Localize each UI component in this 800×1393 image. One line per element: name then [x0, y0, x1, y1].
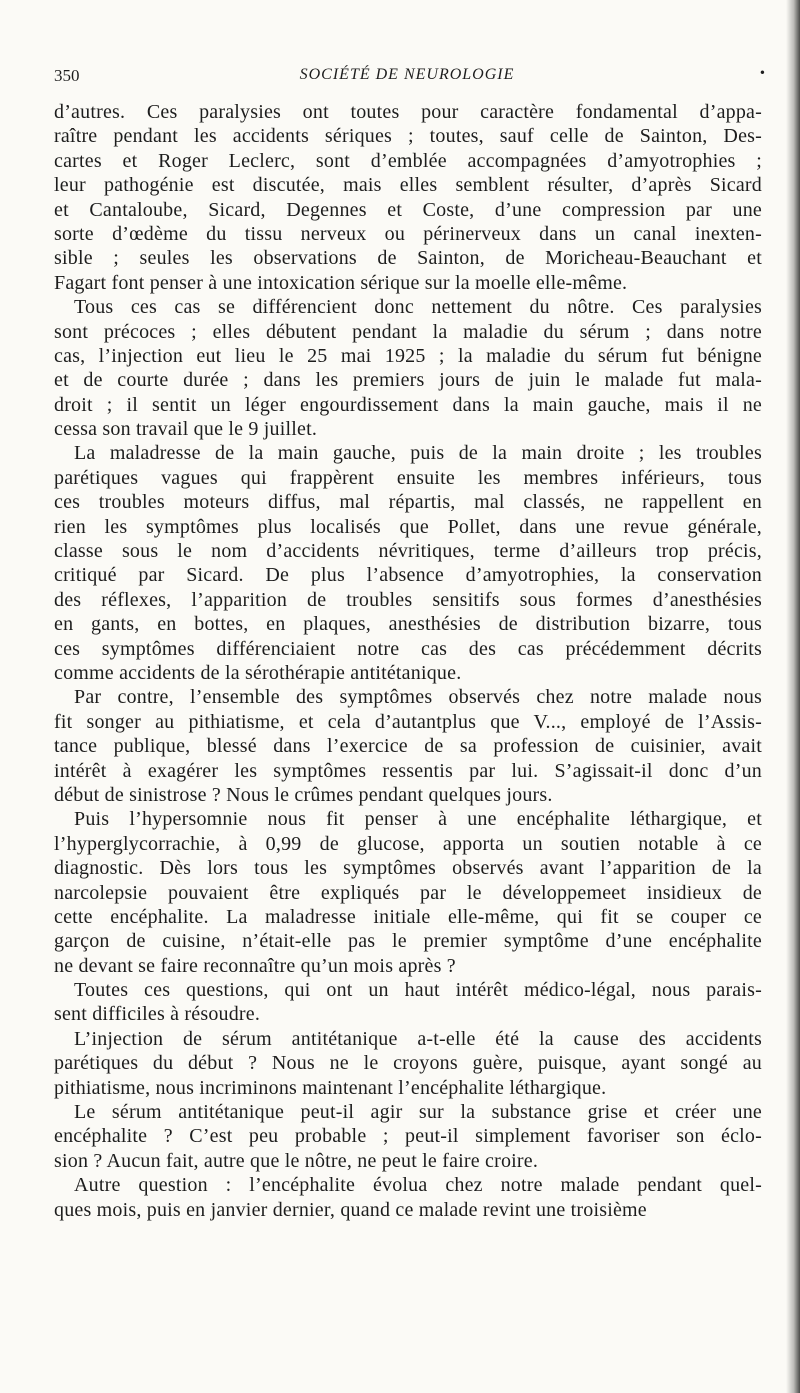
text-line: leur pathogénie est discutée, mais elles semblent résulter, d’après Sicard: [54, 174, 762, 197]
page-header: [54, 66, 766, 92]
text-line: d’autres. Ces paralysies ont toutes pour caractère fondamental d’appa-: [54, 101, 762, 123]
text-line: cessa son travail que le 9 juillet.: [54, 418, 318, 441]
text-line: en gants, en bottes, en plaques, anesthésies de distribution bizarre, tous: [54, 613, 762, 636]
text-line: et de courte durée ; dans les premiers jours de juin le malade fut mala-: [54, 369, 762, 392]
paragraph: [54, 1173, 762, 1222]
text-line: critiqué par Sicard. De plus l’absence d’amyotrophies, la conservation: [54, 564, 762, 587]
paragraph: [54, 807, 762, 978]
text-line: sont précoces ; elles débutent pendant la maladie du sérum ; dans notre: [54, 320, 762, 343]
text-line: cas, l’injection eut lieu le 25 mai 1925 ; la maladie du sérum fut bénigne: [54, 344, 762, 367]
text-line: rien les symptômes plus localisés que Pollet, dans une revue générale,: [54, 515, 762, 538]
text-line: Fagart font penser à une intoxication sérique sur la moelle elle-même.: [54, 271, 628, 294]
text-line: tance publique, blessé dans l’exercice de sa profession de cuisinier, avait: [54, 735, 762, 758]
text-line: début de sinistrose ? Nous le crûmes pendant quelques jours.: [54, 783, 553, 806]
paragraph: [54, 978, 762, 1027]
text-line: cette encéphalite. La maladresse initiale elle-même, qui fit se couper ce: [54, 905, 762, 928]
text-line: fit songer au pithiatisme, et cela d’autantplus que V..., employé de l’Assis-: [54, 710, 762, 733]
header-mark: •: [758, 66, 766, 80]
text-line: L’injection de sérum antitétanique a-t-elle été la cause des accidents: [74, 1027, 762, 1050]
paragraph: [54, 685, 762, 807]
text-line: Puis l’hypersomnie nous fit penser à une encéphalite léthargique, et: [74, 808, 762, 831]
text-line: ne devant se faire reconnaître qu’un mois après ?: [54, 954, 456, 977]
text-line: narcolepsie pouvaient être expliqués par le développemeet insidieux de: [54, 881, 762, 904]
page-number: 350: [54, 66, 80, 85]
text-line: raître pendant les accidents sériques ; toutes, sauf celle de Sainton, Des-: [54, 125, 762, 148]
text-line: cartes et Roger Leclerc, sont d’emblée accompagnées d’amyotrophies ;: [54, 149, 762, 172]
text-line: garçon de cuisine, n’était-elle pas le premier symptôme d’une encéphalite: [54, 930, 762, 953]
paragraph: [54, 441, 762, 685]
text-line: l’hyperglycorrachie, à 0,99 de glucose, apporta un soutien notable à ce: [54, 832, 762, 855]
paragraph: [54, 1100, 762, 1173]
paragraph: [54, 295, 762, 441]
text-line: sible ; seules les observations de Sainton, de Moricheau-Beauchant et: [54, 247, 762, 270]
text-line: comme accidents de la sérothérapie antitétanique.: [54, 661, 462, 684]
text-line: des réflexes, l’apparition de troubles sensitifs sous formes d’anesthésies: [54, 588, 762, 611]
text-line: Toutes ces questions, qui ont un haut intérêt médico-légal, nous parais-: [74, 979, 762, 1002]
text-line: La maladresse de la main gauche, puis de la main droite ; les troubles: [74, 442, 762, 465]
text-line: diagnostic. Dès lors tous les symptômes observés avant l’apparition de la: [54, 857, 762, 880]
text-line: Tous ces cas se différencient donc nettement du nôtre. Ces paralysies: [74, 296, 762, 319]
text-line: Par contre, l’ensemble des symptômes observés chez notre malade nous: [74, 686, 762, 709]
page-edge-shadow: [786, 0, 800, 1393]
text-line: Le sérum antitétanique peut-il agir sur la substance grise et créer une: [74, 1101, 762, 1124]
body-text: [54, 100, 762, 1222]
running-title: SOCIÉTÉ DE NEUROLOGIE: [299, 66, 515, 83]
text-line: Autre question : l’encéphalite évolua chez notre malade pendant quel-: [74, 1174, 762, 1197]
text-line: sion ? Aucun fait, autre que le nôtre, ne peut le faire croire.: [54, 1149, 539, 1172]
paragraph: [54, 100, 762, 295]
text-line: pithiatisme, nous incriminons maintenant l’encéphalite léthargique.: [54, 1076, 607, 1099]
text-line: parétiques du début ? Nous ne le croyons guère, puisque, ayant songé au: [54, 1052, 762, 1075]
text-line: sent difficiles à résoudre.: [54, 1003, 261, 1026]
text-line: classe sous le nom d’accidents névritiques, terme d’ailleurs trop précis,: [54, 540, 762, 563]
text-line: droit ; il sentit un léger engourdissement dans la main gauche, mais il ne: [54, 393, 762, 416]
text-line: intérêt à exagérer les symptômes ressentis par lui. S’agissait-il donc d’un: [54, 759, 762, 782]
text-line: ces troubles moteurs diffus, mal répartis, mal classés, ne rappellent en: [54, 491, 762, 514]
text-line: encéphalite ? C’est peu probable ; peut-il simplement favoriser son éclo-: [54, 1125, 762, 1148]
text-line: ces symptômes différenciaient notre cas des cas précédemment décrits: [54, 637, 762, 660]
text-line: sorte d’œdème du tissu nerveux ou périnerveux dans un canal inexten-: [54, 222, 762, 245]
paragraph: [54, 1027, 762, 1100]
text-line: parétiques vagues qui frappèrent ensuite les membres inférieurs, tous: [54, 466, 762, 489]
text-line: ques mois, puis en janvier dernier, quand ce malade revint une troisième: [54, 1198, 647, 1221]
text-line: et Cantaloube, Sicard, Degennes et Coste, d’une compression par une: [54, 198, 762, 221]
